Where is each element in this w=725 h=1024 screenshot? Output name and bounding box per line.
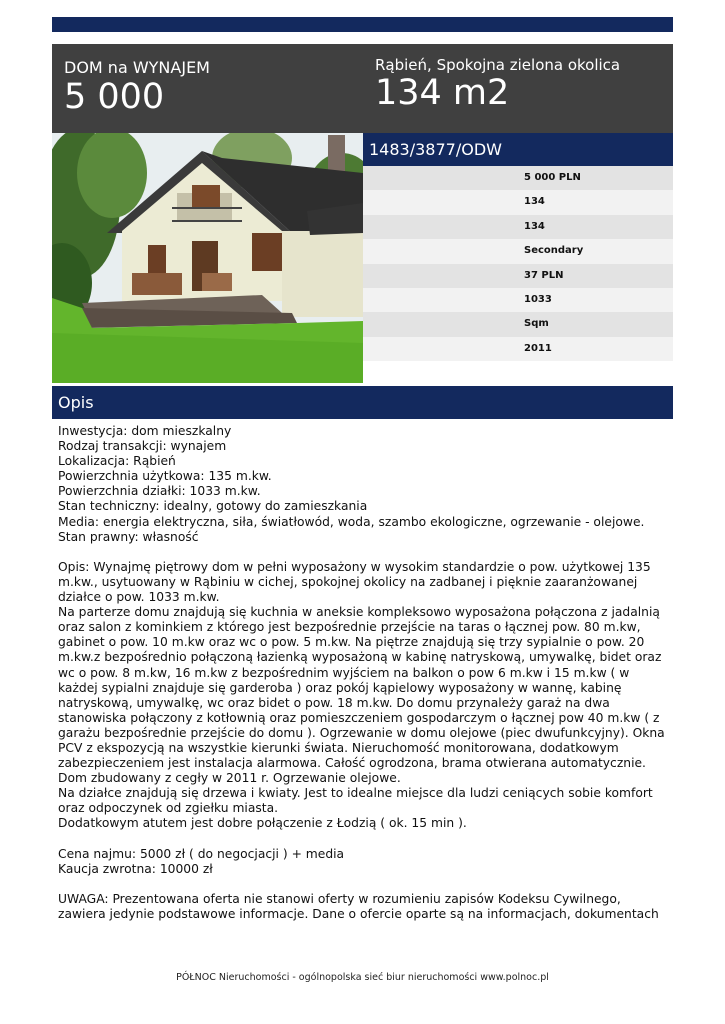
spec-row-price-per-sqm: 37 PLN [363, 264, 673, 288]
offer-price: 5 000 [64, 77, 165, 117]
listing-header [52, 44, 673, 133]
top-accent-bar [52, 17, 673, 32]
description-heading: Opis [52, 386, 673, 419]
spec-table [363, 166, 673, 361]
description-text: Inwestycja: dom mieszkalny Rodzaj transakcji: wynajem Lokalizacja: Rąbień Powierzchnia użytkowa: 135 m.kw. Powierzchnia działki: 1033 m.kw. Stan techniczny: idealny, gotowy do zamieszkania Media: energia elektryczna, siła, światłowód, woda, szambo ekologiczne, ogrzewanie - olejowe. Stan prawny: własność Opis: Wynajmę piętrowy dom w pełni wyposażony w wysokim standardzie o pow. użytkowej 135 m.kw., usytuowany w Rąbiniu w cichej, spokojnej okolicy na zadbanej i pięknie zaaranżowanej działce o pow. 1033 m.kw. Na parterze domu znajdują się kuchnia w aneksie kompleksowo wyposażona połączona z jadalnią oraz salon z kominkiem z którego jest bezpośrednie przejście na taras o łącznej pow. 80 m.kw, gabinet o pow. 10 m.kw oraz wc o pow. 5 m.kw. Na piętrze znajdują się trzy sypialnie o pow. 20 m.kw.z bezpośrednio połączoną łazienką wyposażoną w kabinę natryskową, umywalkę, bidet oraz wc o pow. 8 m.kw, 16 m.kw z bezpośrednim wyjściem na balkon o pow 6 m.kw i 15 m.kw ( w każdej sypialni znajduje się garderoba ) oraz pokój kąpielowy wyposażony w wannę, kabinę natryskową, umywalkę, wc oraz bidet o pow. 18 m.kw. Do domu przynależy garaż na dwa stanowiska połączony z kotłownią oraz pomieszczeniem gospodarczym o łącznej pow 40 m.kw ( z garażu bezpośrednie przejście do domu ). Ogrzewanie w domu olejowe (piec dwufunkcyjny). Okna PCV z ekspozycją na wszystkie kierunki świata. Nieruchomość monitorowana, dodatkowym zabezpieczeniem jest instalacja alarmowa. Całość ogrodzona, brama otwierana automatycznie. Dom zbudowany z cegły w 2011 r. Ogrzewanie olejowe. Na działce znajdują się drzewa i kwiaty. Jest to idealne miejsce dla ludzi ceniących sobie komfort oraz odpoczynek od zgiełku miasta. Dodatkowym atutem jest dobre połączenie z Łodzią ( ok. 15 min ). Cena najmu: 5000 zł ( do negocjacji ) + media Kaucja zwrotna: 10000 zł UWAGA: Prezentowana oferta nie stanowi oferty w rozumieniu zapisów Kodeksu Cywilnego, zawiera jedynie podstawowe informacje. Dane o ofercie oparte są na informacjach, dokumentach [58, 424, 665, 921]
reference-number: 1483/3877/ODW [363, 133, 673, 166]
location-label: Rąbień, Spokojna zielona okolica [375, 56, 621, 74]
footer-text: PÓŁNOC Nieruchomości - ogólnopolska sieć biur nieruchomości www.polnoc.pl [176, 972, 549, 983]
spec-row-usable-area: 134 [363, 215, 673, 239]
spec-row-price: 5 000 PLN [363, 166, 673, 190]
spec-row-year: 2011 [363, 337, 673, 361]
spec-row-market: Secondary [363, 239, 673, 263]
house-illustration [52, 133, 363, 383]
offer-type-label: DOM na WYNAJEM [64, 58, 210, 77]
spec-row-plot-area: 1033 [363, 288, 673, 312]
spec-row-area: 134 [363, 190, 673, 214]
property-photo [52, 133, 363, 383]
offer-area: 134 m2 [375, 73, 510, 113]
spec-row-unit: Sqm [363, 312, 673, 336]
